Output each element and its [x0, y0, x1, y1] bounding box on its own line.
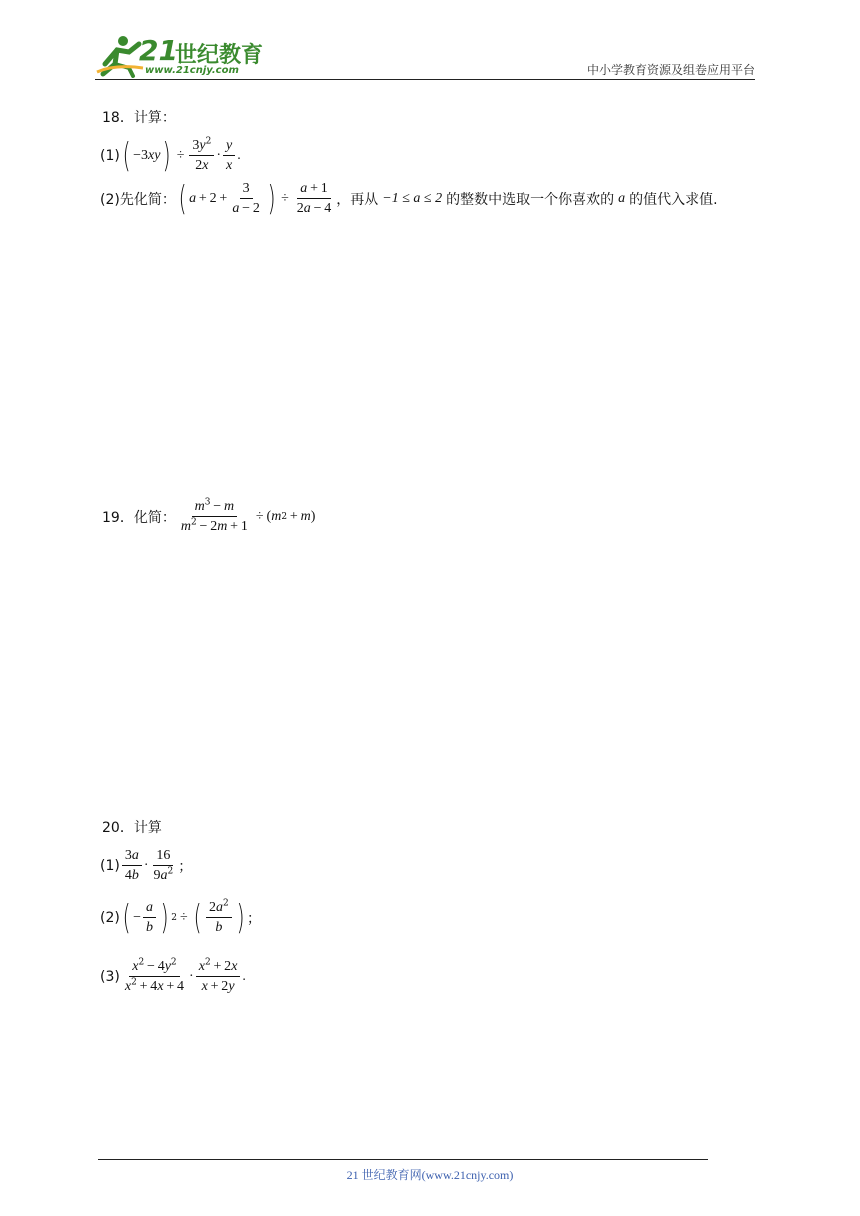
paren-left: ( — [122, 135, 131, 176]
fraction: $\frac{x^2 + 2x}{x + 2y}$ — [196, 958, 241, 995]
fraction: $\frac{x^2 - 4y^2}{x^2 + 4x + 4}$ — [124, 957, 185, 995]
fraction: $\frac{3}{a - 2}$ — [232, 181, 260, 217]
q20-part2-label: (2) — [100, 909, 120, 926]
logo — [95, 34, 265, 80]
logo-text: 世纪教育 — [175, 43, 264, 68]
footer-text[interactable]: 21 世纪教育网(www.21cnjy.com) — [346, 1168, 514, 1182]
fraction: $\frac{16}{9a^2}$ — [153, 848, 174, 884]
q20-title: 20．计算 — [102, 820, 162, 836]
q20-part1-label: (1) — [100, 857, 120, 874]
fraction: $\frac{m^3 - m}{m^2 - 2m + 1}$ — [180, 497, 248, 535]
q18-part1-label: (1) — [100, 147, 120, 164]
header-divider — [95, 79, 755, 80]
fraction: $\frac{a + 1}{2a - 4}$ — [296, 181, 332, 217]
q18-title: 18．计算： — [102, 110, 176, 126]
logo-number: 21 — [139, 34, 178, 67]
q19-title: 19．化简： — [102, 509, 176, 526]
q20-part2: (2) ( − $\frac{a}{b}$ ) 2 ÷ ( $\frac{2a^2}{b}$ ) ； — [100, 897, 261, 938]
q20-part3: (3) $\frac{x^2 - 4y^2}{x^2 + 4x + 4}$ · $\frac{x^2 + 2x}{x + 2y}$ . — [100, 957, 246, 995]
q19: 19．化简： $\frac{m^3 - m}{m^2 - 2m + 1}$ ÷ ( m 2 + m ) — [102, 497, 316, 535]
header — [0, 0, 860, 90]
q18-part2: (2)先化简： ( a + 2 + $\frac{3}{a - 2}$ ) ÷ $\frac{a + 1}{2a - 4}$ ，再从 −1 ≤ a ≤ 2 的整数中选取一个你喜欢的 a 的值代入求值. — [100, 178, 718, 219]
fraction: $\frac{a}{b}$ — [143, 899, 156, 936]
fraction: $\frac{y}{x}$ — [223, 137, 235, 174]
fraction: $\frac{3y^2}{2x}$ — [189, 137, 214, 174]
footer-divider — [98, 1159, 708, 1160]
fraction: $\frac{2a^2}{b}$ — [206, 899, 232, 936]
q20-part1: (1) $\frac{3a}{4b}$ · $\frac{16}{9a^2}$ ； — [100, 848, 193, 884]
fraction: $\frac{3a}{4b}$ — [122, 847, 142, 884]
q18-part2-label: (2)先化简： — [100, 191, 176, 208]
q18-part1: (1) ( −3 xy ) ÷ $\frac{3y^2}{2x}$ · $\frac{y}{x}$ . — [100, 135, 241, 176]
header-right-text: 中小学教育资源及组卷应用平台 — [586, 63, 755, 77]
logo-url: www.21cnjy.com — [145, 65, 239, 76]
q20-part3-label: (3) — [100, 968, 120, 985]
paren-right: ) — [163, 135, 172, 176]
